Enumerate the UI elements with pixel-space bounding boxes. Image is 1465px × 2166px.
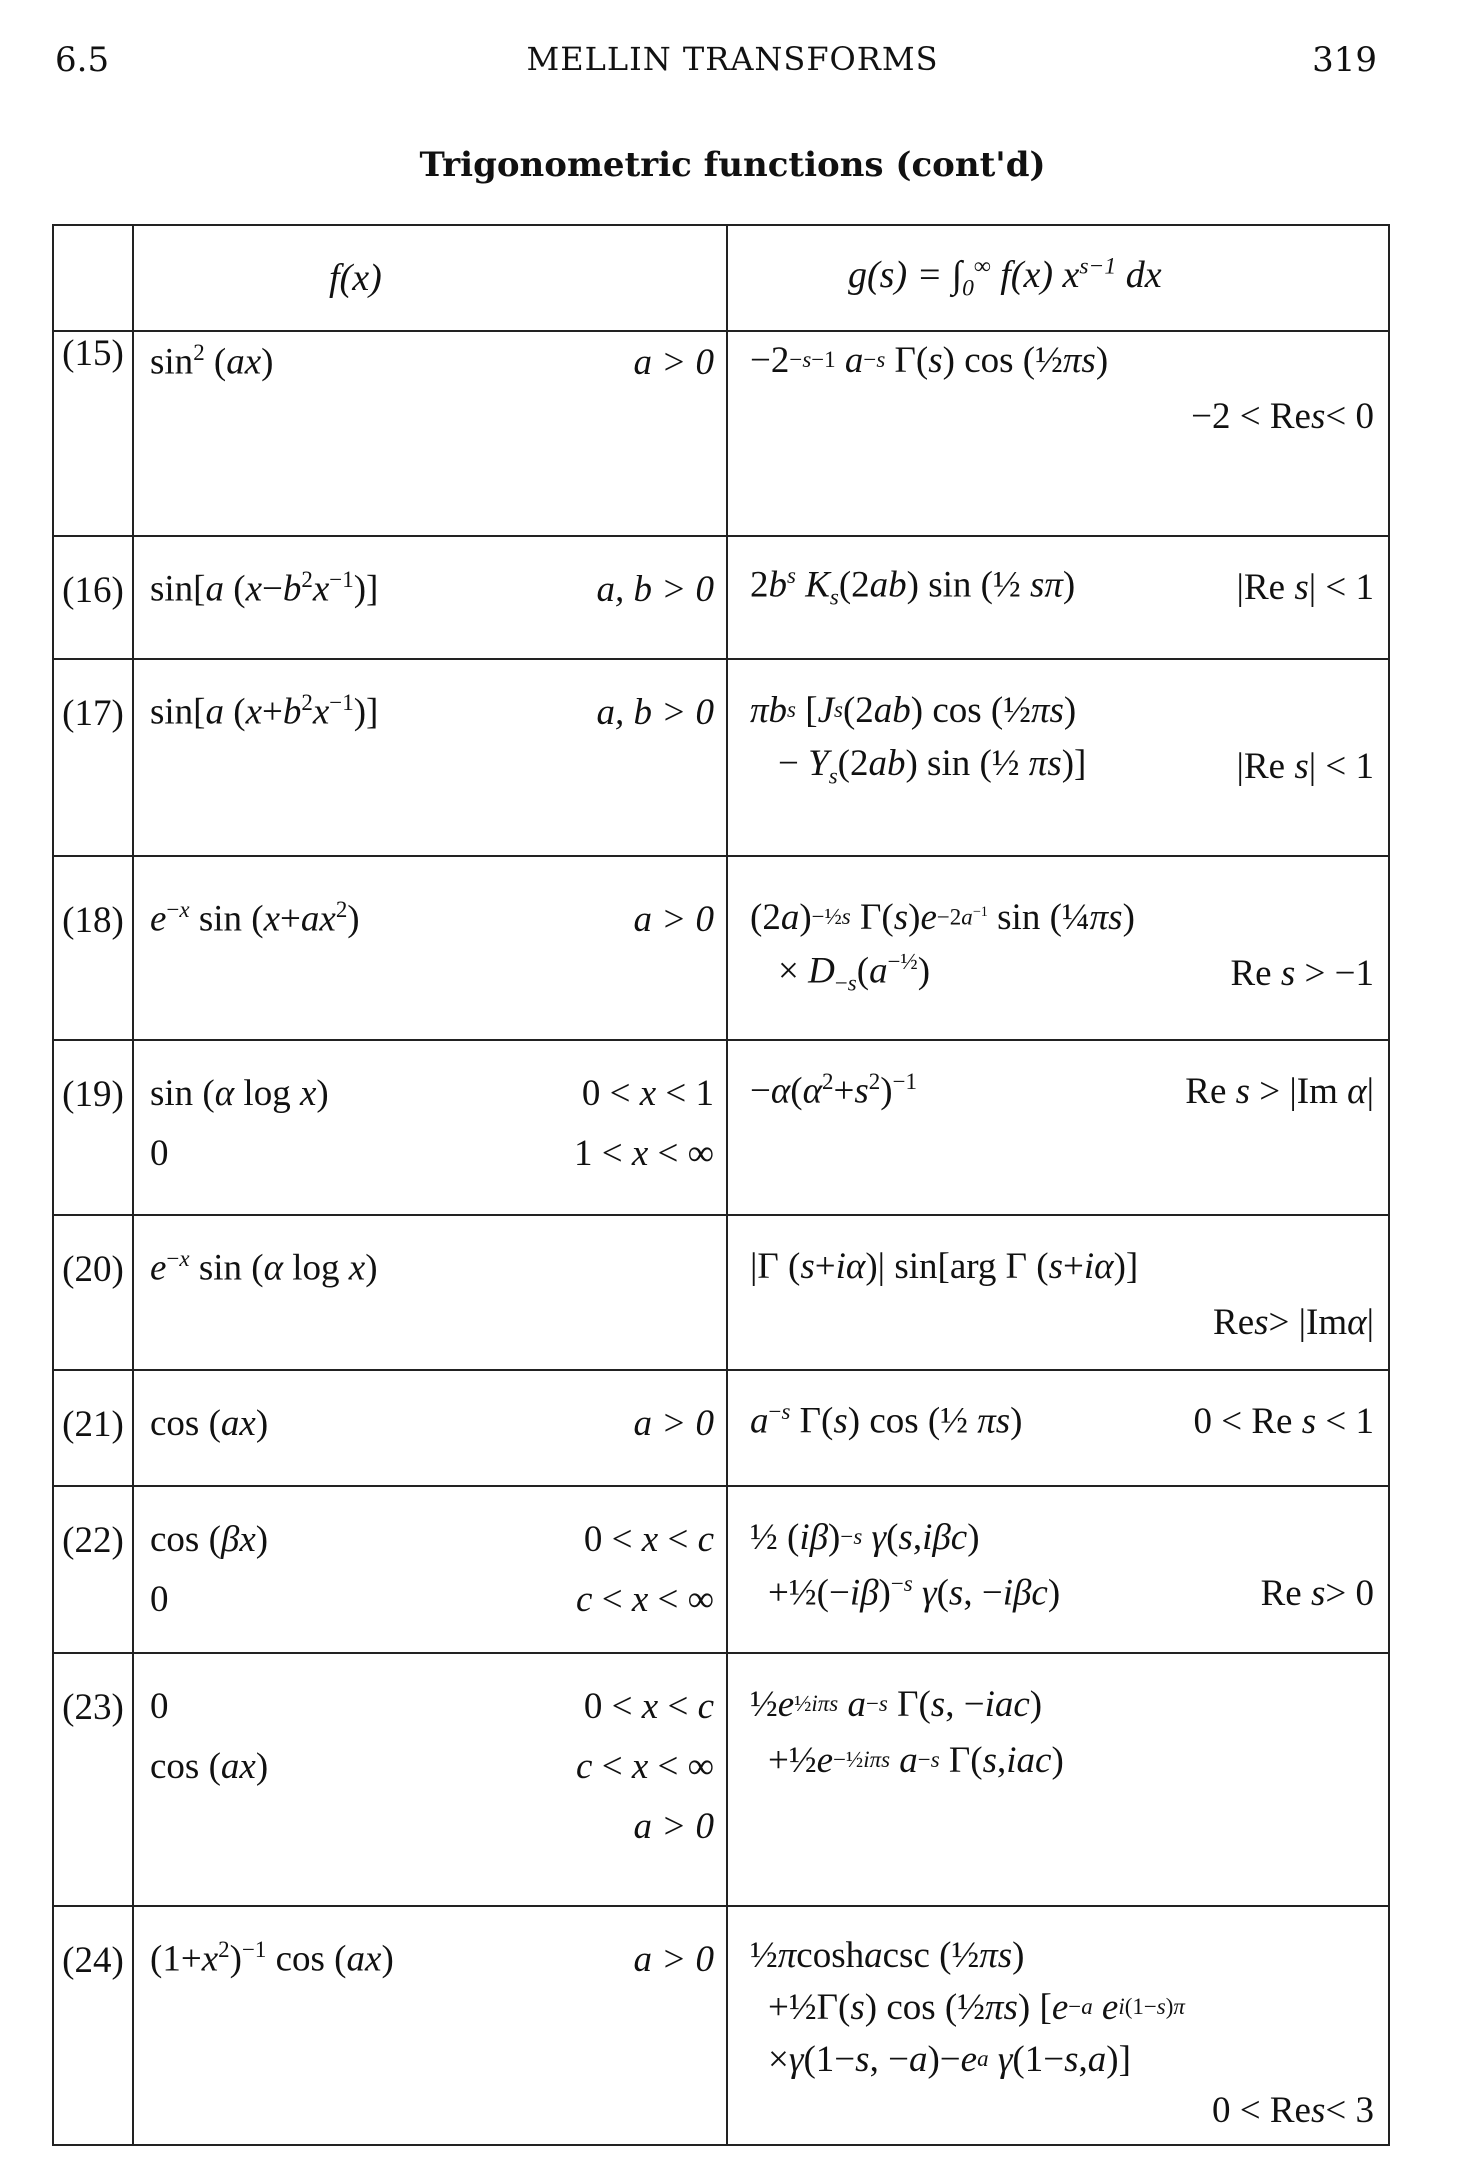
g-cell	[727, 856, 1389, 1040]
g-line: $a^{-s}$ Γ(s) cos (½ πs) 0 < Re s < 1	[750, 1399, 1374, 1442]
g-line: ½ e ½iπs a −s Γ( s , − iac )	[750, 1683, 1043, 1725]
g-cell	[727, 659, 1389, 856]
f-cond: 0 < x < 1	[581, 1072, 714, 1114]
mellin-table	[52, 224, 1390, 2146]
f-cell	[133, 1215, 727, 1370]
table-row	[53, 1653, 1389, 1906]
g-line: − $Y_s(2ab)$ sin (½ πs)] |Re s| < 1	[778, 743, 1374, 789]
row-number: (21)	[53, 1370, 133, 1486]
f-expr: sin[a $(x-b^2x^{-1})$]	[150, 567, 379, 610]
g-cell	[727, 1370, 1389, 1486]
f-cond: 0 < x < c	[583, 1685, 714, 1727]
g-line: +½ e −½iπs a −s Γ( s , iac )	[768, 1739, 1064, 1781]
g-cond: 0 < Re s < 3	[1212, 2089, 1374, 2131]
table-row	[53, 1040, 1389, 1215]
row-number: (23)	[53, 1653, 133, 1906]
f-cell	[133, 1486, 727, 1653]
f-cond: a > 0	[633, 1402, 714, 1444]
table-row	[53, 1215, 1389, 1370]
f-cell	[133, 536, 727, 659]
f-cond: a, b > 0	[596, 568, 714, 610]
f-expr: sin[a $(x+b^2x^{-1})$]	[150, 690, 379, 733]
g-line: πb s [ J s (2 ab ) cos (½ πs )	[750, 689, 1077, 731]
g-cell	[727, 1906, 1389, 2145]
g-line: +½Γ( s ) cos (½ πs ) [ e −a e i(1−s)π	[768, 1986, 1185, 2028]
f-cell	[133, 1040, 727, 1215]
g-cond: Re s > |Im α |	[1213, 1301, 1374, 1343]
row-number: (20)	[53, 1215, 133, 1370]
table-header-row	[53, 225, 1389, 331]
g-line: −2 −s−1 a −s Γ( s ) cos (½ πs )	[750, 339, 1109, 381]
g-cell	[727, 331, 1389, 536]
f-cell	[133, 1653, 727, 1906]
g-cell	[727, 1653, 1389, 1906]
g-line: |Γ ( s + iα )| sin[arg Γ ( s + iα )]	[750, 1245, 1139, 1287]
g-line: $+\frac{1}{2}(-i\beta)^{-s}$ γ(s, −iβc) Re s> 0	[768, 1571, 1374, 1614]
g-line: ½ π cosh a csc (½ πs )	[750, 1934, 1025, 1976]
f-cond: a > 0	[633, 1938, 714, 1980]
row-number: (16)	[53, 536, 133, 659]
f-cell	[133, 856, 727, 1040]
table-row	[53, 1370, 1389, 1486]
g-cell	[727, 1215, 1389, 1370]
f-cond: c < x < ∞	[576, 1578, 714, 1620]
g-line: $-\alpha(\alpha^2+s^2)^{-1}$ Re s > |Im α|	[750, 1069, 1374, 1112]
section-number: 6.5	[55, 40, 110, 80]
g-cell	[727, 536, 1389, 659]
f-cond: a, b > 0	[596, 691, 714, 733]
f-expr: $(1+x^2)^{-1}$ cos (ax)	[150, 1937, 394, 1980]
f-expr: 0	[150, 1132, 169, 1174]
table-row	[53, 1486, 1389, 1653]
g-cell	[727, 1040, 1389, 1215]
g-line: (2 a ) −½s Γ( s ) e $-2a^{-1}$ sin (¼ πs )	[750, 896, 1135, 938]
header-f: f(x)	[133, 225, 727, 331]
f-expr: cos (ax)	[150, 1402, 269, 1444]
f-cond: a > 0	[633, 341, 714, 383]
f-cond: 0 < x < c	[583, 1518, 714, 1560]
g-line: × γ (1− s , − a )− e a γ (1− s , a )]	[768, 2038, 1131, 2080]
table-row	[53, 1906, 1389, 2145]
f-cond: c < x < ∞	[576, 1745, 714, 1787]
f-expr: $e^{-x}$ sin (α log x)	[150, 1246, 378, 1289]
f-expr: cos (βx)	[150, 1518, 269, 1560]
f-expr: 0	[150, 1685, 169, 1727]
f-expr: cos (ax)	[150, 1745, 269, 1787]
g-line: ½ ( iβ ) −s γ ( s , iβc )	[750, 1516, 980, 1558]
row-number: (15)	[53, 331, 133, 536]
f-cell	[133, 331, 727, 536]
table-row	[53, 856, 1389, 1040]
f-cell	[133, 659, 727, 856]
f-cond: a > 0	[633, 1805, 714, 1847]
table-subtitle: Trigonometric functions (cont'd)	[419, 145, 1046, 185]
header-g: $g(s) = \int_0^\infty$ f(x) $x^{s-1}$ dx	[727, 225, 1389, 331]
table-row	[53, 536, 1389, 659]
table-row	[53, 659, 1389, 856]
table-row	[53, 331, 1389, 536]
f-cell	[133, 1370, 727, 1486]
page-number: 319	[1312, 40, 1377, 80]
row-number: (19)	[53, 1040, 133, 1215]
f-expr: $\sin^2 (ax)$	[150, 340, 274, 383]
f-expr: 0	[150, 1578, 169, 1620]
g-line: $2b^s$ $K_s(2ab)$ sin (½ sπ) |Re s| < 1	[750, 563, 1374, 610]
running-title: MELLIN TRANSFORMS	[526, 40, 939, 78]
g-cond: −2 < Re s < 0	[1191, 395, 1374, 437]
header-num-cell	[53, 225, 133, 331]
f-expr: $e^{-x}$ $\sin (x+ax^2)$	[150, 897, 360, 940]
g-line: × $D_{-s}(a^{-\frac{1}{2}})$ Re s > −1	[778, 949, 1374, 996]
f-cell	[133, 1906, 727, 2145]
row-number: (18)	[53, 856, 133, 1040]
row-number: (17)	[53, 659, 133, 856]
f-cond: a > 0	[633, 898, 714, 940]
f-expr: sin (α log x)	[150, 1072, 329, 1114]
row-number: (24)	[53, 1906, 133, 2145]
row-number: (22)	[53, 1486, 133, 1653]
f-cond: 1 < x < ∞	[573, 1132, 714, 1174]
g-cell	[727, 1486, 1389, 1653]
